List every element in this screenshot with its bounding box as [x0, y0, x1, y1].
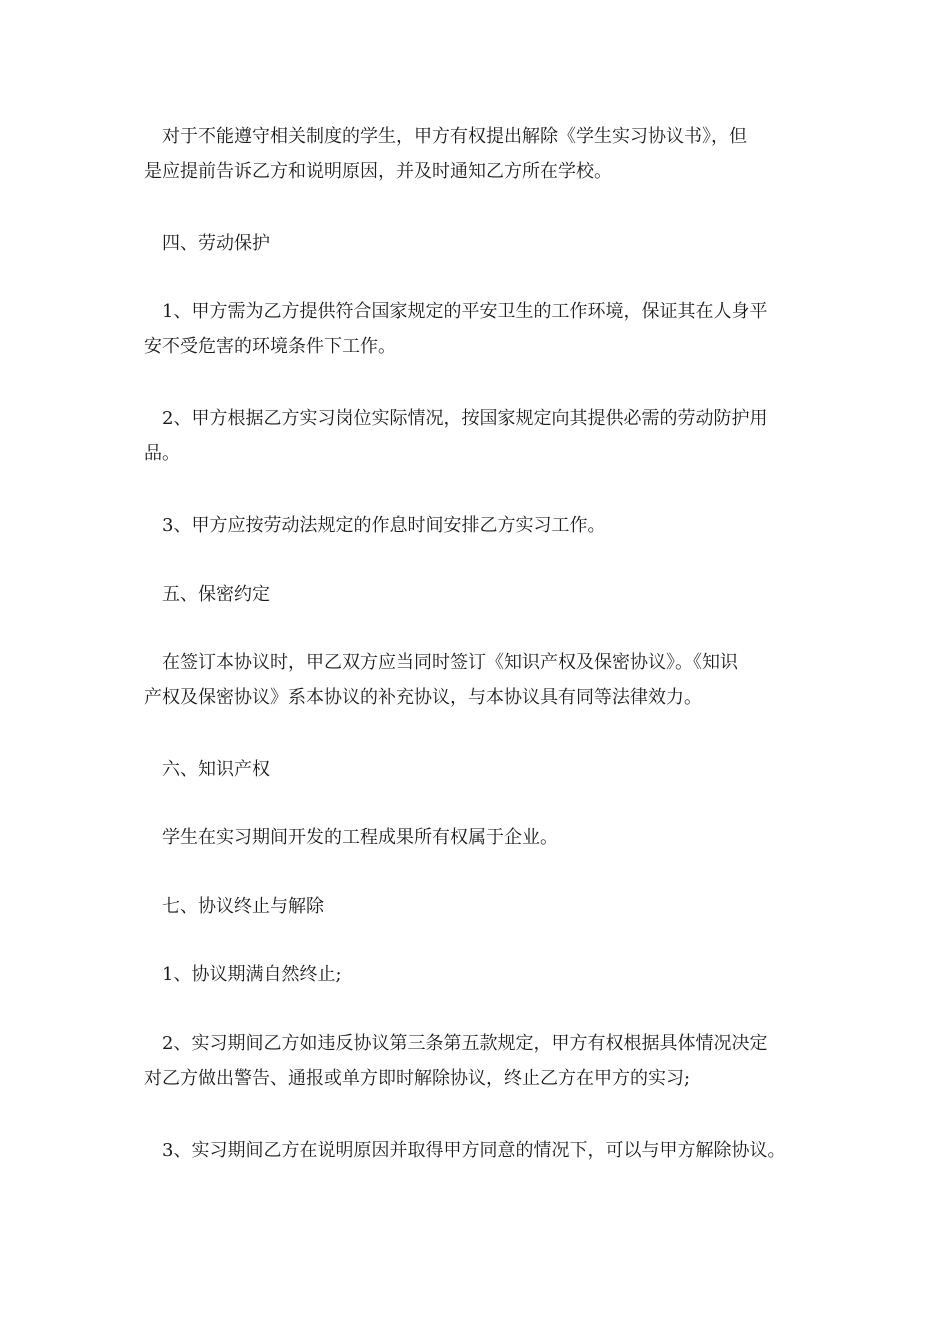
paragraph-confidentiality — [144, 645, 824, 715]
text-line: 3、甲方应按劳动法规定的作息时间安排乙方实习工作。 — [144, 515, 606, 536]
paragraph-termination-notice — [144, 119, 824, 189]
text-line: 对于不能遵守相关制度的学生，甲方有权提出解除《学生实习协议书》，但 — [144, 126, 747, 147]
text-line: 学生在实习期间开发的工程成果所有权属于企业。 — [144, 827, 558, 848]
paragraph-labor-3 — [144, 508, 824, 543]
heading-intellectual-property — [144, 752, 824, 787]
text-line: 1、协议期满自然终止; — [144, 964, 342, 985]
text-line: 2、实习期间乙方如违反协议第三条第五款规定，甲方有权根据具体情况决定 — [144, 1033, 768, 1054]
text-line: 五、保密约定 — [144, 584, 270, 605]
paragraph-termination-2 — [144, 1026, 824, 1096]
text-line: 是应提前告诉乙方和说明原因，并及时通知乙方所在学校。 — [144, 161, 612, 182]
text-line: 2、甲方根据乙方实习岗位实际情况，按国家规定向其提供必需的劳动防护用 — [144, 408, 768, 429]
text-line: 在签订本协议时，甲乙双方应当同时签订《知识产权及保密协议》。《知识 — [144, 652, 738, 673]
paragraph-termination-3 — [144, 1133, 824, 1168]
text-line: 3、实习期间乙方在说明原因并取得甲方同意的情况下，可以与甲方解除协议。 — [144, 1140, 786, 1161]
heading-confidentiality — [144, 577, 824, 612]
heading-labor-protection — [144, 226, 824, 261]
text-line: 产权及保密协议》系本协议的补充协议，与本协议具有同等法律效力。 — [144, 687, 702, 708]
text-line: 安不受危害的环境条件下工作。 — [144, 336, 396, 357]
paragraph-labor-1 — [144, 294, 824, 364]
text-line: 四、劳动保护 — [144, 233, 270, 254]
paragraph-intellectual-property — [144, 820, 824, 855]
text-line: 七、协议终止与解除 — [144, 896, 324, 917]
text-line: 对乙方做出警告、通报或单方即时解除协议，终止乙方在甲方的实习; — [144, 1068, 691, 1089]
text-line: 品。 — [144, 443, 180, 464]
text-line: 六、知识产权 — [144, 759, 270, 780]
text-line: 1、甲方需为乙方提供符合国家规定的平安卫生的工作环境，保证其在人身平 — [144, 301, 768, 322]
paragraph-termination-1 — [144, 957, 824, 992]
heading-termination — [144, 889, 824, 924]
paragraph-labor-2 — [144, 401, 824, 471]
